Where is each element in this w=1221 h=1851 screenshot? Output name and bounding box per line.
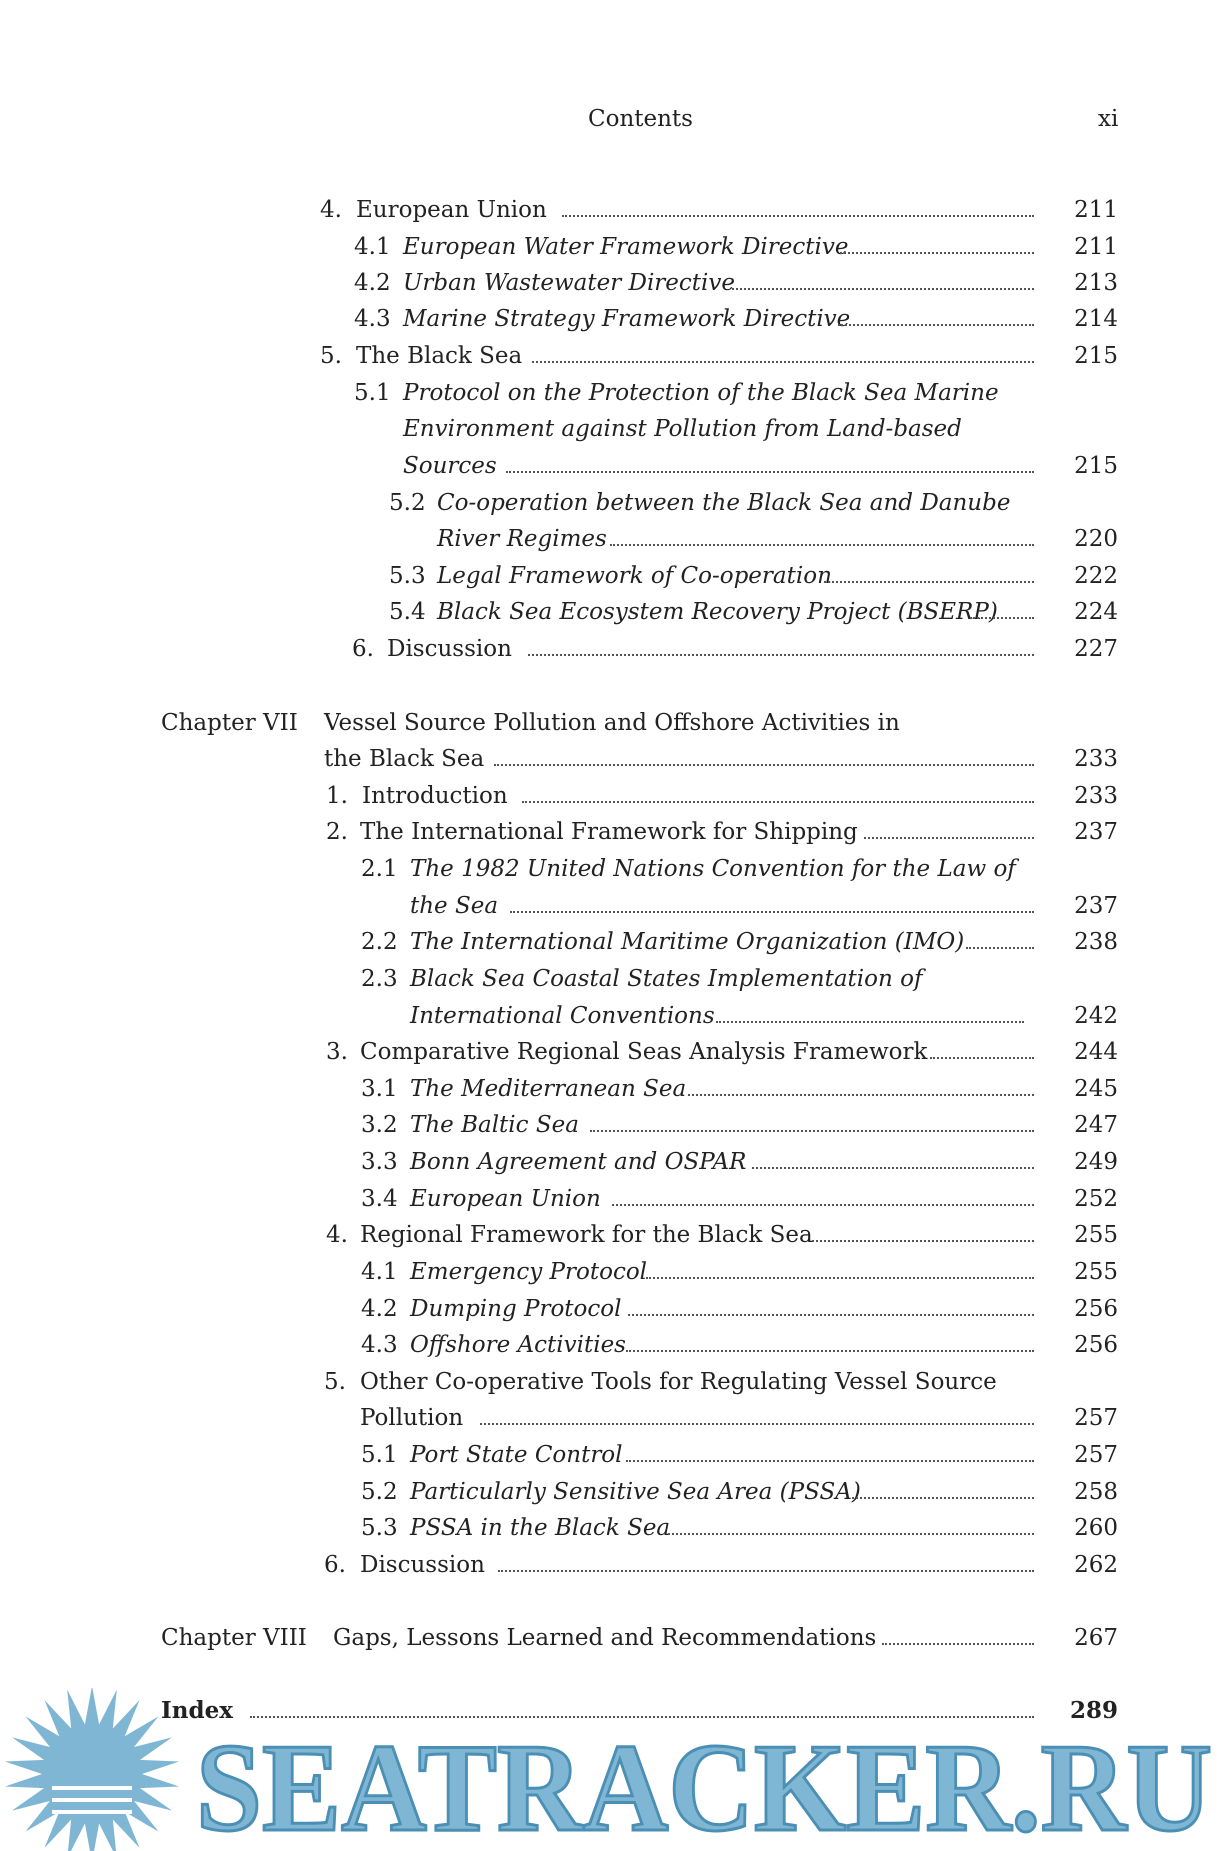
toc-entry-number: 2.1 (361, 856, 398, 882)
toc-entry-6-discussion[interactable] (0, 1548, 1221, 1582)
dot-leader (610, 544, 1034, 546)
chapter-title: Vessel Source Pollution and Offshore Activities in (324, 710, 900, 736)
dot-leader (510, 911, 1034, 913)
toc-entry-5-2-pssa[interactable] (0, 1475, 1221, 1509)
dot-leader (480, 1423, 1034, 1425)
toc-entry-4-2[interactable] (0, 266, 1221, 300)
toc-entry-title: Discussion (360, 1552, 485, 1578)
toc-entry-number: 2.3 (361, 966, 398, 992)
toc-entry-5-2-continued[interactable] (0, 522, 1221, 556)
toc-entry-page: 224 (1074, 599, 1118, 625)
toc-entry-title: Port State Control (410, 1442, 623, 1468)
toc-entry-number: 4.3 (361, 1332, 398, 1358)
sun-burst-icon (5, 1688, 179, 1851)
toc-entry-title: Black Sea Ecosystem Recovery Project (BSERP) (437, 599, 998, 625)
toc-entry-5-1-continued (0, 412, 1221, 446)
toc-entry-page: 215 (1074, 343, 1118, 369)
toc-entry-title: Sources (403, 453, 497, 479)
toc-entry-number: 5.1 (354, 380, 391, 406)
toc-entry-title: The Black Sea (356, 343, 523, 369)
toc-entry-title: European Water Framework Directive (403, 234, 849, 260)
toc-entry-title: The International Maritime Organization (IMO) (410, 929, 965, 955)
toc-entry-number: 3.2 (361, 1112, 398, 1138)
toc-entry-3-comparative[interactable] (0, 1035, 1221, 1069)
dot-leader (930, 1057, 1034, 1059)
toc-entry-number: 5.4 (389, 599, 426, 625)
toc-entry-title: Introduction (362, 783, 508, 809)
toc-entry-number: 2.2 (361, 929, 398, 955)
toc-entry-number: 3.4 (361, 1186, 398, 1212)
chapter-label: Chapter VII (161, 710, 298, 736)
dot-leader (528, 654, 1034, 656)
toc-chapter-viii[interactable] (0, 1621, 1221, 1655)
toc-entry-4-1-emergency[interactable] (0, 1255, 1221, 1289)
dot-leader (494, 764, 1034, 766)
toc-entry-2-3-continued[interactable] (0, 999, 1221, 1033)
toc-entry-2-3[interactable] (0, 962, 1221, 996)
dot-leader (688, 1094, 1034, 1096)
dot-leader (628, 1314, 1034, 1316)
toc-entry-title: Marine Strategy Framework Directive (403, 306, 851, 332)
toc-entry-title: PSSA in the Black Sea (410, 1515, 671, 1541)
toc-entry-title: The 1982 United Nations Convention for the Law of (410, 856, 1016, 882)
dot-leader (716, 1021, 1024, 1023)
toc-entry-5-1-continued[interactable] (0, 449, 1221, 483)
toc-entry-page: 256 (1074, 1296, 1118, 1322)
dot-leader (522, 801, 1034, 803)
dot-leader (590, 1130, 1034, 1132)
toc-entry-page: 256 (1074, 1332, 1118, 1358)
toc-entry-title: European Union (410, 1186, 601, 1212)
toc-entry-page: 258 (1074, 1479, 1118, 1505)
toc-entry-number: 6. (324, 1552, 346, 1578)
toc-entry-number: 5.2 (389, 490, 426, 516)
chapter-title: Gaps, Lessons Learned and Recommendations (333, 1625, 877, 1651)
watermark (0, 1688, 1221, 1851)
toc-entry-page: 233 (1074, 783, 1118, 809)
dot-leader (882, 1643, 1034, 1645)
toc-entry-page: 213 (1074, 270, 1118, 296)
toc-entry-5-other-tools-continued[interactable] (0, 1401, 1221, 1435)
dot-leader (626, 1460, 1034, 1462)
toc-entry-title: Particularly Sensitive Sea Area (PSSA) (410, 1479, 861, 1505)
toc-entry-3-1[interactable] (0, 1072, 1221, 1106)
toc-entry-number: 6. (352, 636, 374, 662)
toc-chapter-vii-continued[interactable] (0, 742, 1221, 776)
toc-entry-title: Co-operation between the Black Sea and Danube (437, 490, 1011, 516)
toc-entry-title: Regional Framework for the Black Sea (360, 1222, 813, 1248)
toc-entry-page: 255 (1074, 1222, 1118, 1248)
toc-entry-number: 5.3 (361, 1515, 398, 1541)
toc-entry-5-3-pssa-black-sea[interactable] (0, 1511, 1221, 1545)
toc-entry-number: 1. (326, 783, 348, 809)
toc-entry-number: 3.1 (361, 1076, 398, 1102)
toc-entry-6-discussion[interactable] (0, 632, 1221, 666)
toc-entry-page: 215 (1074, 453, 1118, 479)
toc-entry-4-regional[interactable] (0, 1218, 1221, 1252)
toc-entry-2-2[interactable] (0, 925, 1221, 959)
toc-entry-page: 257 (1074, 1442, 1118, 1468)
toc-entry-2-shipping[interactable] (0, 815, 1221, 849)
toc-entry-title: Dumping Protocol (410, 1296, 622, 1322)
dot-leader (732, 288, 1034, 290)
dot-leader (498, 1570, 1034, 1572)
dot-leader (506, 471, 1034, 473)
toc-entry-5-other-tools[interactable] (0, 1365, 1221, 1399)
toc-entry-title: The International Framework for Shipping (360, 819, 858, 845)
sun-disc (46, 1728, 138, 1820)
toc-entry-title: Legal Framework of Co-operation (437, 563, 832, 589)
dot-leader (646, 1277, 1034, 1279)
toc-entry-5-2[interactable] (0, 486, 1221, 520)
dot-leader (852, 1497, 1034, 1499)
toc-entry-page: 238 (1074, 929, 1118, 955)
toc-entry-title: The Mediterranean Sea (410, 1076, 687, 1102)
toc-entry-2-1[interactable] (0, 852, 1221, 886)
toc-entry-page: 237 (1074, 893, 1118, 919)
toc-entry-5-1[interactable] (0, 376, 1221, 410)
toc-entry-3-4[interactable] (0, 1182, 1221, 1216)
toc-entry-title: Bonn Agreement and OSPAR (410, 1149, 747, 1175)
toc-entry-number: 4. (326, 1222, 348, 1248)
toc-entry-page: 262 (1074, 1552, 1118, 1578)
sun-wave-line (52, 1810, 132, 1814)
sun-wave-line (52, 1786, 132, 1790)
toc-entry-2-1-continued[interactable] (0, 889, 1221, 923)
toc-entry-page: 222 (1074, 563, 1118, 589)
toc-entry-title: River Regimes (437, 526, 607, 552)
toc-entry-4-2-dumping[interactable] (0, 1292, 1221, 1326)
toc-entry-4-3[interactable] (0, 302, 1221, 336)
toc-entry-title: Black Sea Coastal States Implementation of (410, 966, 923, 992)
toc-entry-page: 252 (1074, 1186, 1118, 1212)
toc-entry-page: 237 (1074, 819, 1118, 845)
dot-leader (562, 215, 1034, 217)
toc-entry-page: 211 (1074, 197, 1118, 223)
toc-entry-title: Offshore Activities (410, 1332, 626, 1358)
toc-entry-number: 4.2 (361, 1296, 398, 1322)
toc-entry-page: 220 (1074, 526, 1118, 552)
toc-entry-3-2[interactable] (0, 1108, 1221, 1142)
dot-leader (752, 1167, 1034, 1169)
toc-entry-page: 214 (1074, 306, 1118, 332)
toc-entry-number: 4.3 (354, 306, 391, 332)
dot-leader (626, 1350, 1034, 1352)
chapter-title: the Black Sea (324, 746, 485, 772)
toc-entry-title: Emergency Protocol (410, 1259, 648, 1285)
dot-leader (812, 1240, 1034, 1242)
toc-entry-page: 267 (1074, 1625, 1118, 1651)
toc-entry-number: 5.2 (361, 1479, 398, 1505)
toc-entry-title: Environment against Pollution from Land-based (403, 416, 962, 442)
toc-entry-5-1-port-state[interactable] (0, 1438, 1221, 1472)
toc-entry-title: Pollution (360, 1405, 464, 1431)
dot-leader (840, 252, 1034, 254)
toc-entry-4-1[interactable] (0, 230, 1221, 264)
toc-entry-title: The Baltic Sea (410, 1112, 579, 1138)
toc-entry-number: 5. (320, 343, 342, 369)
toc-entry-page: 233 (1074, 746, 1118, 772)
toc-entry-title: Comparative Regional Seas Analysis Framework (360, 1039, 928, 1065)
toc-entry-number: 5.3 (389, 563, 426, 589)
toc-entry-3-3[interactable] (0, 1145, 1221, 1179)
dot-leader (838, 324, 1034, 326)
toc-entry-number: 5.1 (361, 1442, 398, 1468)
toc-entry-number: 4.2 (354, 270, 391, 296)
toc-entry-page: 211 (1074, 234, 1118, 260)
toc-entry-title: Discussion (387, 636, 512, 662)
toc-entry-page: 260 (1074, 1515, 1118, 1541)
toc-entry-page: 249 (1074, 1149, 1118, 1175)
toc-chapter-vii[interactable] (0, 706, 1221, 740)
watermark-text: SEATRACKER.RU (196, 1719, 1212, 1851)
toc-entry-number: 4. (320, 197, 342, 223)
toc-entry-1-introduction[interactable] (0, 779, 1221, 813)
toc-entry-title: Other Co-operative Tools for Regulating Vessel Source (360, 1369, 997, 1395)
toc-entry-page: 289 (1069, 1697, 1118, 1724)
index-label: Index (161, 1697, 233, 1724)
toc-entry-page: 257 (1074, 1405, 1118, 1431)
toc-entry-page: 227 (1074, 636, 1118, 662)
toc-entry-number: 3.3 (361, 1149, 398, 1175)
chapter-label: Chapter VIII (161, 1625, 307, 1651)
toc-entry-page: 242 (1074, 1003, 1118, 1029)
toc-entry-5-3[interactable] (0, 559, 1221, 593)
toc-entry-number: 4.1 (354, 234, 391, 260)
dot-leader (668, 1533, 1034, 1535)
toc-entry-title: Urban Wastewater Directive (403, 270, 735, 296)
toc-entry-title: International Conventions (410, 1003, 715, 1029)
toc-entry-5-the-black-sea[interactable] (0, 339, 1221, 373)
sun-wave-line (52, 1798, 132, 1802)
toc-entry-number: 2. (326, 819, 348, 845)
toc-entry-page: 245 (1074, 1076, 1118, 1102)
toc-entry-4-european-union[interactable] (0, 193, 1221, 227)
toc-entry-page: 244 (1074, 1039, 1118, 1065)
dot-leader (612, 1204, 1034, 1206)
toc-entry-title: Protocol on the Protection of the Black Sea Marine (403, 380, 999, 406)
toc-entry-number: 5. (324, 1369, 346, 1395)
running-header-title: Contents (588, 106, 693, 132)
toc-entry-title: the Sea (410, 893, 499, 919)
toc-entry-4-3-offshore[interactable] (0, 1328, 1221, 1362)
toc-entry-number: 3. (326, 1039, 348, 1065)
toc-entry-page: 255 (1074, 1259, 1118, 1285)
toc-entry-page: 247 (1074, 1112, 1118, 1138)
toc-entry-number: 4.1 (361, 1259, 398, 1285)
dot-leader (824, 581, 1034, 583)
dot-leader (864, 837, 1034, 839)
toc-entry-title: European Union (356, 197, 547, 223)
toc-entry-5-4[interactable] (0, 595, 1221, 629)
running-header-page-number: xi (1098, 106, 1119, 132)
dot-leader (532, 361, 1034, 363)
